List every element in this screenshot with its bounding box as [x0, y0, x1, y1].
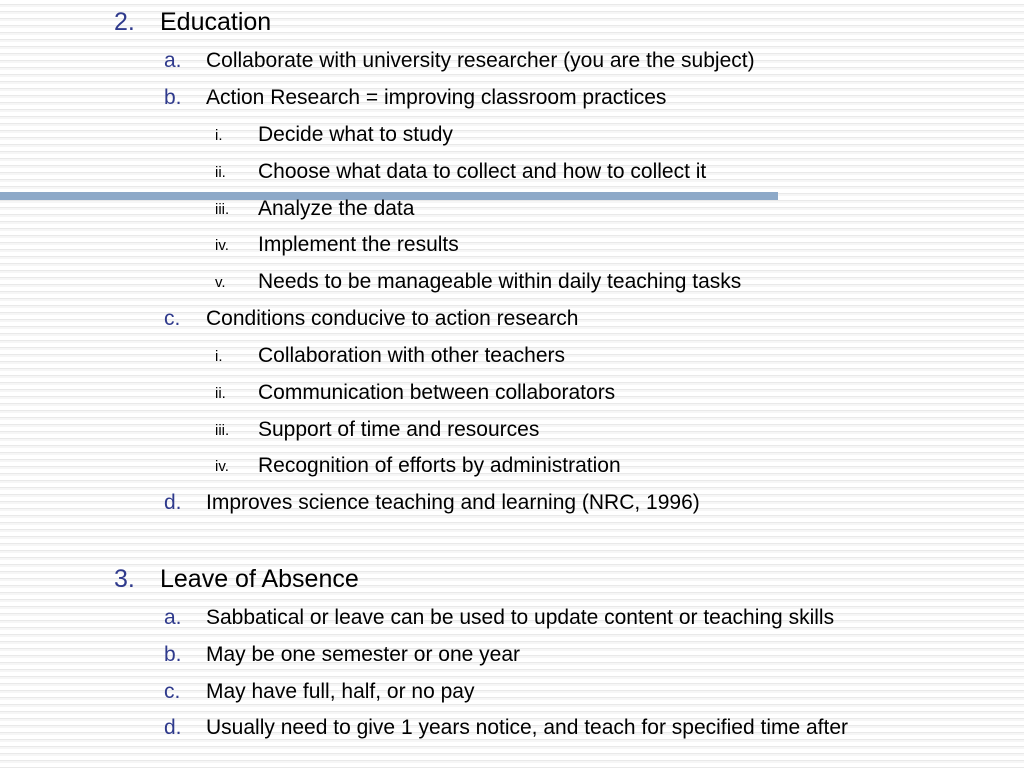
subitem-marker: ii. — [215, 164, 226, 181]
item-text: Improves science teaching and learning (NRC, 1996) — [206, 491, 700, 514]
item-marker: d. — [164, 716, 182, 739]
item-text: Sabbatical or leave can be used to update content or teaching skills — [206, 606, 835, 629]
item-text: May have full, half, or no pay — [206, 680, 475, 703]
section-number: 3. — [114, 565, 135, 593]
item-marker: c. — [164, 307, 181, 330]
subitem-marker: i. — [215, 348, 223, 365]
item-marker: a. — [164, 606, 182, 629]
subitem-text: Decide what to study — [258, 123, 453, 146]
subitem-marker: iv. — [215, 458, 229, 475]
item-marker: b. — [164, 86, 182, 109]
item-text: Conditions conducive to action research — [206, 307, 579, 330]
item-marker: d. — [164, 491, 182, 514]
item-text: Action Research = improving classroom practices — [206, 86, 667, 109]
subitem-marker: v. — [215, 274, 226, 291]
item-marker: c. — [164, 680, 181, 703]
subitem-text: Recognition of efforts by administration — [258, 454, 621, 477]
subitem-marker: i. — [215, 127, 223, 144]
section-title: Leave of Absence — [160, 565, 359, 593]
subitem-text: Analyze the data — [258, 197, 415, 220]
subitem-marker: iii. — [215, 422, 230, 439]
subitem-text: Communication between collaborators — [258, 381, 616, 404]
subitem-text: Implement the results — [258, 233, 459, 256]
item-marker: a. — [164, 49, 182, 72]
subitem-text: Support of time and resources — [258, 418, 540, 441]
subitem-marker: ii. — [215, 385, 226, 402]
item-text: May be one semester or one year — [206, 643, 520, 666]
subitem-text: Collaboration with other teachers — [258, 344, 566, 367]
item-text: Usually need to give 1 years notice, and teach for specified time after — [206, 716, 849, 739]
subitem-text: Needs to be manageable within daily teaching tasks — [258, 270, 742, 293]
item-text: Collaborate with university researcher (you are the subject) — [206, 49, 755, 72]
subitem-text: Choose what data to collect and how to collect it — [258, 160, 707, 183]
subitem-marker: iv. — [215, 237, 229, 254]
subitem-marker: iii. — [215, 201, 230, 218]
section-number: 2. — [114, 8, 135, 36]
section-title: Education — [160, 8, 272, 36]
item-marker: b. — [164, 643, 182, 666]
